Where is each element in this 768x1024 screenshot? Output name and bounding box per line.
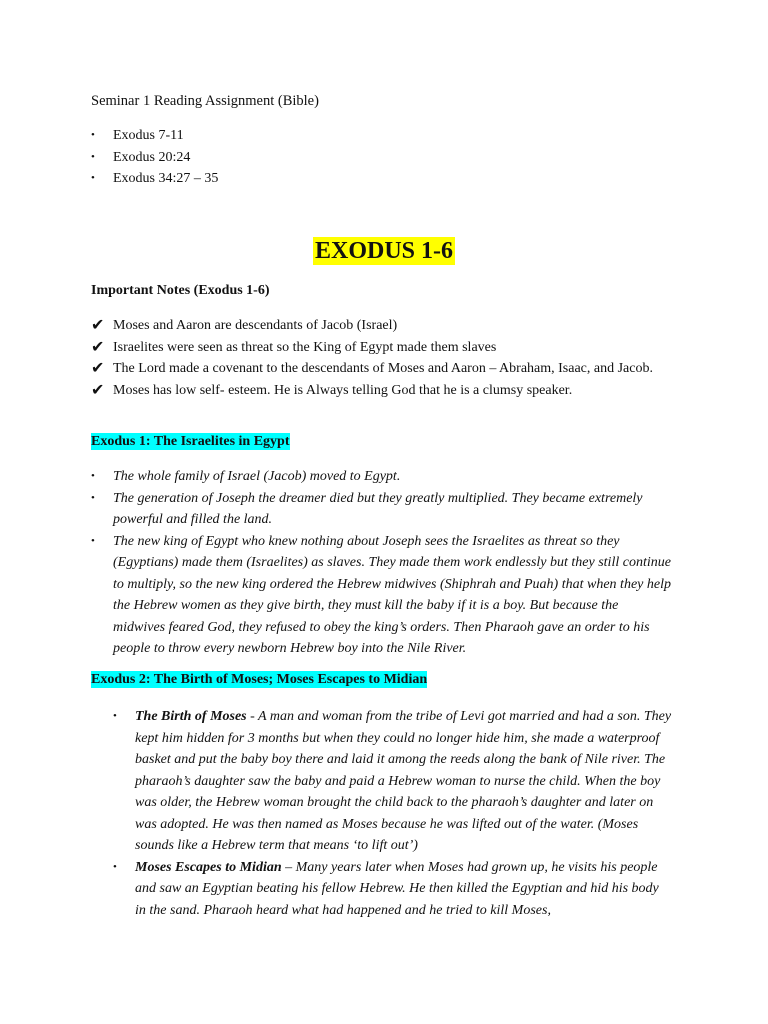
bullet-icon: • (113, 860, 117, 873)
bullet-icon: • (91, 470, 95, 482)
exodus-2-list (113, 706, 673, 921)
item-title: The Birth of Moses (135, 709, 247, 724)
section-heading-exodus-2: Exodus 2: The Birth of Moses; Moses Escapes to Midian (91, 672, 428, 687)
list-item: • Exodus 20:24 (91, 147, 218, 169)
checkmark-icon: ✔ (91, 317, 105, 334)
checkmark-icon: ✔ (91, 381, 105, 399)
list-item: • The Birth of Moses - A man and woman from the tribe of Levi got married and had a son. They kept him hidden for 3 months but when they could no longer hide him, she made a waterproof basket and put the baby boy there and laid it among the reeds along the bank of Nile river. The pharaoh’s daughter saw the baby and paid a Hebrew woman to nurse the child. When the boy was older, the Hebrew woman brought the child back to the pharaoh’s daughter and later on was adopted. He was then named as Moses because he was lifted out of the water. (Moses sounds like a Hebrew term that means ‘to lift out’) (113, 706, 673, 857)
bullet-icon: • (113, 710, 117, 722)
list-item: • The new king of Egypt who knew nothing about Joseph sees the Israelites as threat so they (Egyptians) made them (Israelites) as slaves. They made them work endlessly but they still continue to multiply, so the new king ordered the Hebrew midwives (Shiphrah and Puah) that when they help the Hebrew women as they give birth, they must kill the baby if it is a boy. But because the midwives feared God, they refused to obey the king’s orders. Then Pharaoh gave an order to his people to throw every newborn Hebrew boy into the Nile River. (91, 531, 671, 660)
reading-list (91, 125, 218, 190)
exodus-1-list (91, 466, 671, 660)
page-title: EXODUS 1-6 (314, 238, 453, 264)
list-item: • Exodus 34:27 – 35 (91, 168, 218, 190)
reading-assignment-title: Seminar 1 Reading Assignment (Bible) (91, 93, 319, 109)
checkmark-icon: ✔ (91, 338, 105, 356)
list-item: ✔ Moses has low self- esteem. He is Always telling God that he is a clumsy speaker. (91, 380, 691, 402)
notes-list (91, 315, 691, 401)
section-heading-exodus-1: Exodus 1: The Israelites in Egypt (91, 434, 290, 449)
list-item: ✔ Israelites were seen as threat so the King of Egypt made them slaves (91, 337, 691, 359)
bullet-icon: • (91, 150, 95, 163)
bullet-icon: • (91, 172, 95, 184)
list-item: • Moses Escapes to Midian – Many years later when Moses had grown up, he visits his people and saw an Egyptian beating his fellow Hebrew. He then killed the Egyptian and hid his body in the sand. Pharaoh heard what had happened and he tried to kill Moses, (113, 857, 673, 922)
bullet-icon: • (91, 491, 95, 504)
list-item: • Exodus 7-11 (91, 125, 218, 147)
checkmark-icon: ✔ (91, 360, 105, 377)
notes-heading: Important Notes (Exodus 1-6) (91, 283, 270, 298)
list-item: • The whole family of Israel (Jacob) moved to Egypt. (91, 466, 671, 488)
bullet-icon: • (91, 129, 95, 141)
list-item: • The generation of Joseph the dreamer died but they greatly multiplied. They became extremely powerful and filled the land. (91, 488, 671, 531)
item-title: Moses Escapes to Midian (135, 859, 282, 875)
list-item: ✔ Moses and Aaron are descendants of Jacob (Israel) (91, 315, 691, 337)
bullet-icon: • (91, 534, 95, 547)
list-item: ✔ The Lord made a covenant to the descendants of Moses and Aaron – Abraham, Isaac, and Jacob. (91, 358, 691, 380)
